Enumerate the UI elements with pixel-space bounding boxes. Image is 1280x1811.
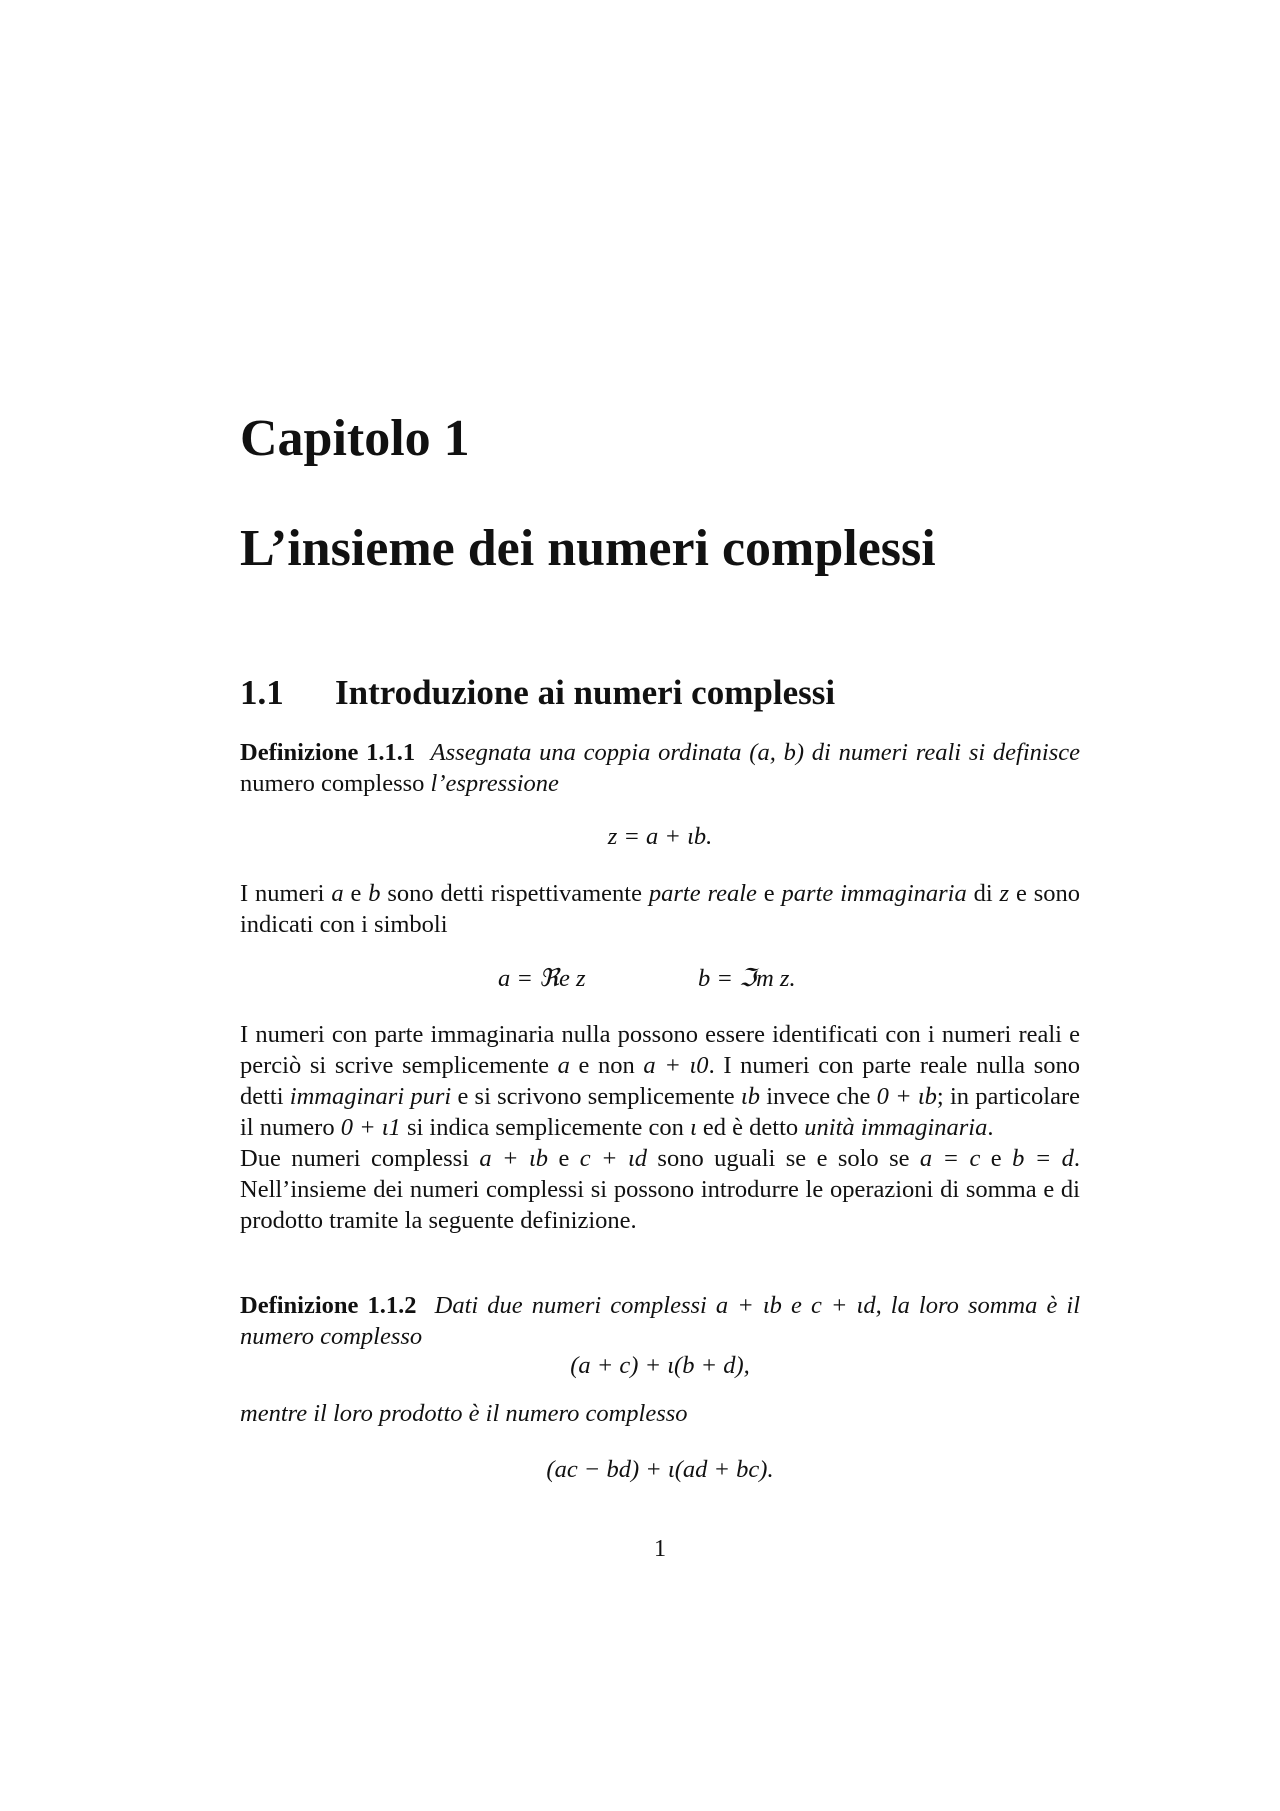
text-span: e	[343, 880, 369, 907]
definition-text-continued: mentre il loro prodotto è il numero complesso	[240, 1400, 688, 1427]
section-number: 1.1	[240, 673, 284, 712]
math-symbol: b	[368, 880, 381, 907]
definition-term: numero complesso	[240, 770, 431, 797]
text-span: . I numeri con parte reale nulla sono detti	[240, 1052, 1080, 1110]
text-span: e si scrivono semplicemente	[451, 1083, 741, 1110]
text-span: sono uguali se e solo se	[647, 1145, 920, 1172]
math-inline: a = c	[919, 1145, 981, 1172]
text-span: e sono indicati con i simboli	[240, 880, 1081, 938]
math-inline: c + ιd	[579, 1145, 648, 1172]
section-title: Introduzione ai numeri complessi	[335, 673, 836, 712]
text-span: di	[966, 880, 1000, 907]
math-inline: ι	[689, 1114, 697, 1141]
text-span: e	[980, 1145, 1013, 1172]
math-symbol: a	[331, 880, 344, 907]
definition-heading: Definizione 1.1.2	[240, 1292, 417, 1319]
term-imaginary-part: parte immaginaria	[781, 880, 967, 907]
equation-sum: (a + c) + ι(b + d),	[570, 1352, 750, 1379]
equation-imaginary-part: b = ℑm z.	[698, 965, 796, 992]
page-number: 1	[653, 1535, 667, 1562]
equation-z: z = a + ιb.	[607, 823, 713, 850]
chapter-title: L’insieme dei numeri complessi	[240, 520, 936, 577]
paragraph-parts	[240, 878, 1080, 940]
text-span: e	[548, 1145, 580, 1172]
definition-text-end: l’espressione	[430, 770, 559, 797]
text-span: . Nell’insieme dei numeri complessi si possono introdurre le operazioni di somma e di prodotto tramite la seguente definizione.	[240, 1145, 1081, 1234]
definition-1-1-1	[240, 737, 1080, 799]
equation-product: (ac − bd) + ι(ad + bc).	[546, 1456, 774, 1483]
math-inline: b = d	[1012, 1145, 1074, 1172]
definition-heading: Definizione 1.1.1	[240, 739, 416, 766]
math-inline: a	[557, 1052, 570, 1079]
text-span: invece che	[759, 1083, 877, 1110]
text-span: ed è detto	[696, 1114, 805, 1141]
math-inline: 0 + ιb	[876, 1083, 937, 1110]
definition-text: Dati due numeri complessi a + ιb e c + ιd, la loro somma è il numero complesso	[240, 1292, 1081, 1350]
term-real-part: parte reale	[648, 880, 757, 907]
chapter-label: Capitolo 1	[240, 410, 470, 467]
text-span: e	[756, 880, 782, 907]
math-inline: a + ιb	[479, 1145, 549, 1172]
text-span: I numeri con parte immaginaria nulla possono essere identificati con i numeri reali e perciò si scrive semplicemente	[240, 1021, 1080, 1079]
text-span: .	[987, 1114, 994, 1141]
math-symbol: z	[999, 880, 1010, 907]
text-span: sono detti rispettivamente	[380, 880, 649, 907]
text-span: ; in particolare il numero	[240, 1083, 1080, 1141]
text-span: si indica semplicemente con	[400, 1114, 690, 1141]
term-imaginary-unit: unità immaginaria	[804, 1114, 988, 1141]
definition-1-1-2	[240, 1290, 1080, 1352]
term-pure-imaginary: immaginari puri	[289, 1083, 452, 1110]
text-span: I numeri	[240, 880, 332, 907]
equation-real-part: a = ℜe z	[498, 965, 586, 992]
paragraph-identification	[240, 1019, 1080, 1236]
math-inline: a + ι0	[643, 1052, 709, 1079]
definition-text: Assegnata una coppia ordinata (a, b) di numeri reali si definisce	[430, 739, 1081, 766]
definition-text-product	[240, 1398, 1080, 1429]
math-inline: 0 + ι1	[340, 1114, 401, 1141]
text-span: e non	[569, 1052, 644, 1079]
text-span: Due numeri complessi	[240, 1145, 480, 1172]
section-heading	[240, 675, 835, 710]
math-inline: ιb	[740, 1083, 760, 1110]
